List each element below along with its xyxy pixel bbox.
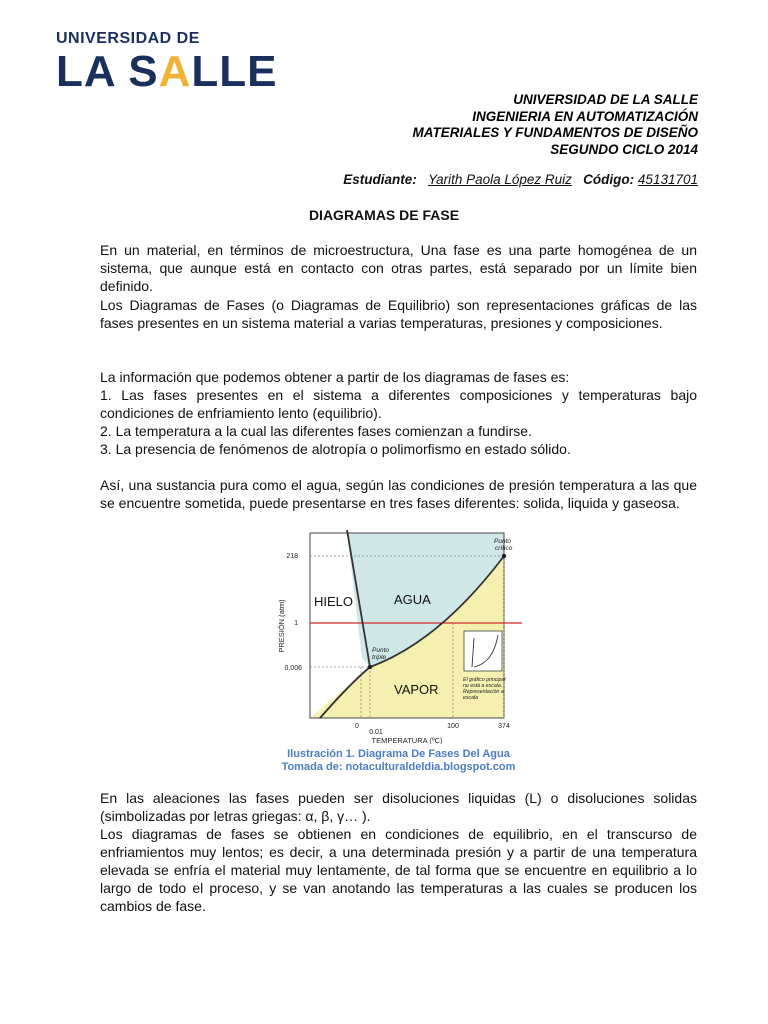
paragraph-definition: En un material, en términos de microestructura, Una fase es una parte homogénea de un sistema, que aunque está en contacto con otras partes, está separado por un límite bien definido. [100, 242, 697, 294]
document-header [412, 92, 698, 158]
student-info [343, 172, 698, 187]
inset-note-2: no está a escala. [463, 683, 503, 689]
phase-diagram-figure [272, 530, 522, 744]
header-line-cycle: SEGUNDO CICLO 2014 [550, 141, 698, 157]
x-tick-label: 374 [498, 723, 510, 730]
x-tick-label: 100 [447, 723, 459, 730]
paragraph-equilibrium: Los diagramas de fases se obtienen en condiciones de equilibrio, en el transcurso de enfriamientos muy lentos; es decir, a una determinada presión y a partir de una temperatura elevada se enfría el material muy lentamente, de tal forma que se encuentre en equilibrio a lo largo de todo el proceso, y se van anotando las temperaturas a las cuales se producen los cambios de fase. [100, 826, 697, 914]
logo-main-text: LA SALLE [56, 47, 278, 96]
student-name: Yarith Paola López Ruiz [428, 172, 572, 187]
critical-point-label-2: crítico [495, 545, 513, 552]
list-item: 2. La temperatura a la cual las diferentes fases comienzan a fundirse. [100, 423, 532, 439]
list-intro: La información que podemos obtener a partir de los diagramas de fases es: [100, 369, 570, 385]
logo-top-text: UNIVERSIDAD DE [56, 30, 200, 47]
triple-point-label-1: Punto [372, 647, 389, 654]
critical-point-marker [502, 554, 506, 558]
y-tick-label: 1 [294, 620, 298, 627]
triple-point-marker [368, 665, 372, 669]
inset-note-4: escala [463, 695, 478, 701]
x-tick-label: 0.01 [369, 729, 383, 736]
paragraph-alloys: En las aleaciones las fases pueden ser disoluciones liquidas (L) o disoluciones solidas (simbolizadas por letras griegas: α, β, γ… ). [100, 790, 697, 824]
y-tick-label: 0.006 [284, 665, 302, 672]
paragraph-information-list [100, 368, 697, 458]
region-label-ice: HIELO [314, 594, 354, 609]
header-line-course: MATERIALES Y FUNDAMENTOS DE DISEÑO [412, 125, 698, 140]
triple-point-label-2: triple [372, 654, 387, 661]
university-logo [56, 30, 277, 94]
header-line-program: INGENIERIA EN AUTOMATIZACIÓN [472, 108, 698, 124]
y-axis-label: PRESIÓN (atm) [277, 599, 286, 653]
x-axis-label: TEMPERATURA (ºC) [371, 736, 443, 744]
critical-point-label-1: Punto [494, 538, 511, 545]
caption-line-1: Ilustración 1. Diagrama De Fases Del Agua [287, 748, 510, 760]
paragraph-water: Así, una sustancia pura como el agua, según las condiciones de presión temperatura a las que se encuentre sometida, puede presentarse en tres fases diferentes: solida, liquida y gaseosa. [100, 477, 697, 511]
y-tick-label: 218 [286, 553, 298, 560]
code-label: Código: [583, 172, 635, 187]
page-title: DIAGRAMAS DE FASE [308, 207, 460, 223]
inset-note-3: Representación a [463, 689, 504, 695]
x-tick-label: 0 [355, 723, 359, 730]
region-label-vapor: VAPOR [394, 682, 439, 697]
paragraph-diagrams: Los Diagramas de Fases (o Diagramas de Equilibrio) son representaciones gráficas de las fases presentes en un sistema material a varias temperaturas, presiones y composiciones. [100, 297, 697, 331]
student-code: 45131701 [637, 172, 698, 187]
header-line-university: UNIVERSIDAD DE LA SALLE [513, 92, 698, 107]
figure-caption [0, 748, 768, 774]
list-item: 1. Las fases presentes en el sistema a diferentes composiciones y temperaturas bajo condiciones de enfriamiento lento (equilibrio). [100, 387, 697, 421]
inset-note-1: El gráfico principal [463, 677, 506, 683]
inset-box [464, 631, 502, 671]
student-label: Estudiante: [343, 172, 417, 187]
region-label-water: AGUA [394, 592, 431, 607]
list-item: 3. La presencia de fenómenos de alotropía o polimorfismo en estado sólido. [100, 441, 571, 457]
caption-line-2: Tomada de: notaculturaldeldia.blogspot.com [281, 761, 516, 773]
